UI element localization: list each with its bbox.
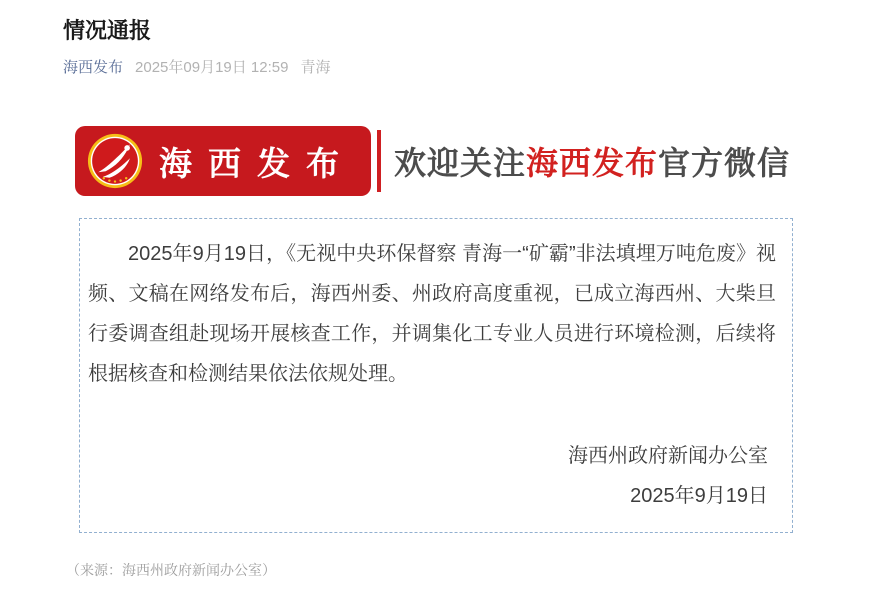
notice-box [79, 218, 793, 533]
promo-banner [75, 126, 793, 196]
notice-signature: 海西州政府新闻办公室 [568, 445, 768, 467]
account-name-link[interactable]: 海西发布 [63, 59, 124, 76]
slogan-prefix: 欢迎关注 [394, 145, 527, 181]
slogan-suffix: 官方微信 [658, 145, 791, 181]
banner-brand-name: 海西发布 [159, 144, 355, 182]
notice-sign-date: 2025年9月19日 [630, 485, 768, 507]
publish-location: 青海 [300, 59, 331, 76]
source-line: （来源：海西州政府新闻办公室） [66, 562, 276, 578]
publish-datetime: 2025年09月19日 12:59 [135, 59, 289, 76]
slogan-brand-highlight: 海西发布 [526, 145, 659, 181]
notice-paragraph: 2025年9月19日，《无视中央环保督察 青海一“矿霸”非法填埋万吨危废》视频、文稿在网络发布后，海西州委、州政府高度重视，已成立海西州、大柴旦行委调查组赴现场开展核查工作，并调集化工专业人员进行环境检测，后续将根据核查和检测结果依法依规处理。 [88, 243, 776, 385]
article-title: 情况通报 [63, 18, 152, 43]
haixi-fabu-emblem-icon [87, 133, 143, 189]
banner-divider [377, 130, 381, 192]
banner-slogan [394, 138, 790, 184]
article-byline [63, 59, 793, 77]
banner-brand-plate [75, 126, 371, 196]
